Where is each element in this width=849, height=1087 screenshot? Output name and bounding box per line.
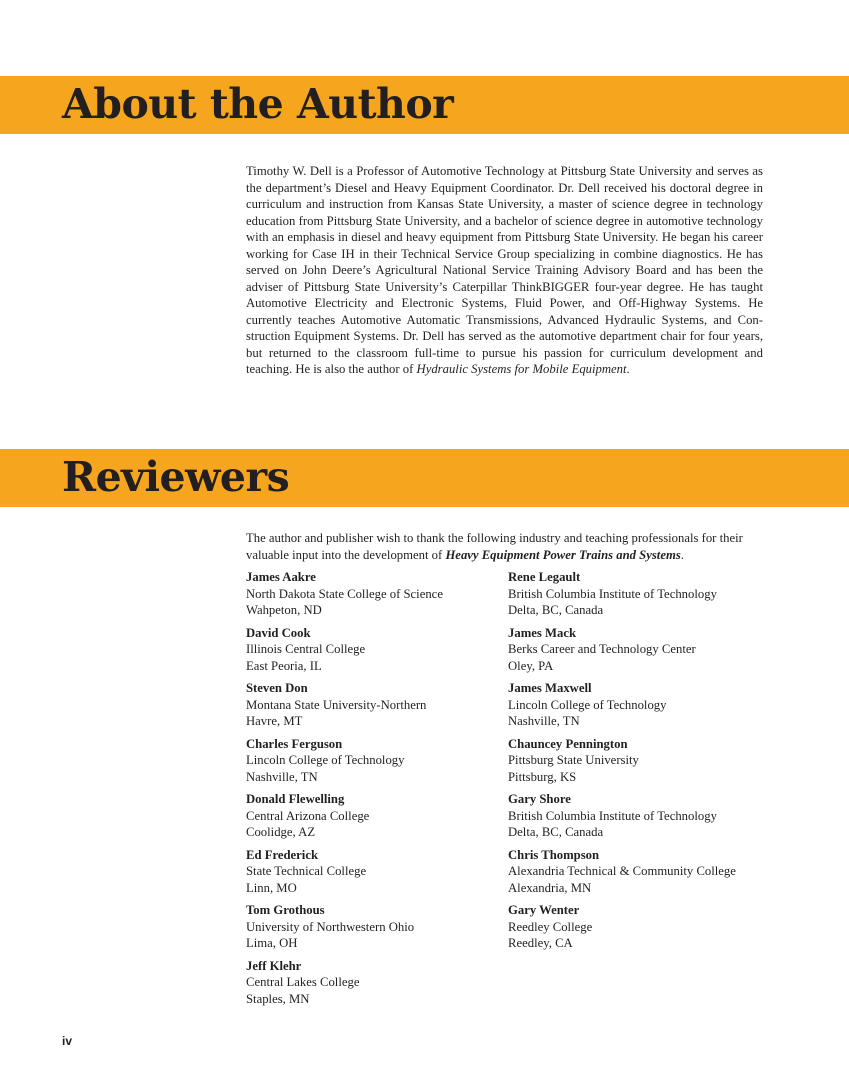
reviewer-institution: Alexandria Technical & Community College — [508, 864, 736, 879]
reviewer-entry — [508, 680, 770, 736]
reviewer-name: Ed Frederick — [246, 847, 319, 862]
reviewer-location: Reedley, CA — [508, 936, 573, 951]
reviewers-right-column — [508, 569, 770, 958]
reviewer-entry — [508, 736, 770, 792]
reviewer-institution: British Columbia Institute of Technology — [508, 808, 717, 823]
author-bio-end: . — [626, 362, 630, 376]
reviewer-name: Steven Don — [246, 681, 308, 695]
reviewers-left-column — [246, 569, 508, 1013]
reviewer-institution: Central Lakes College — [246, 975, 360, 990]
reviewers-intro — [246, 530, 766, 563]
reviewer-location: Delta, BC, Canada — [508, 825, 604, 840]
reviewers-book-title: Heavy Equipment Power Trains and Systems — [445, 547, 681, 562]
reviewer-institution: State Technical College — [246, 864, 367, 879]
reviewer-entry — [246, 791, 508, 847]
reviewer-location: Coolidge, AZ — [246, 825, 316, 840]
reviewer-location: Lima, OH — [246, 936, 298, 951]
reviewer-name: Jeff Klehr — [246, 958, 302, 973]
reviewers-intro-text: The author and publisher wish to thank the following industry and teaching professionals for their valuable input into the development of — [246, 531, 743, 562]
reviewer-location: East Peoria, IL — [246, 658, 322, 673]
reviewer-location: Wahpeton, ND — [246, 603, 322, 618]
reviewer-location: Nashville, TN — [246, 769, 318, 784]
author-bio — [246, 163, 763, 378]
about-author-header-band — [0, 76, 849, 134]
reviewer-entry — [508, 625, 770, 681]
reviewer-entry — [508, 847, 770, 903]
reviewer-location: Alexandria, MN — [508, 880, 592, 895]
reviewer-name: Gary Wenter — [508, 903, 580, 917]
reviewer-institution: Berks Career and Technology Center — [508, 642, 696, 657]
reviewer-entry — [246, 736, 508, 792]
reviewer-entry — [246, 847, 508, 903]
reviewer-name: James Maxwell — [508, 681, 592, 695]
reviewer-name: David Cook — [246, 625, 311, 640]
reviewer-institution: Montana State University-Northern — [246, 697, 427, 712]
reviewer-institution: British Columbia Institute of Technology — [508, 586, 717, 601]
page-number: iv — [62, 1034, 73, 1048]
reviewer-entry — [246, 680, 508, 736]
reviewer-entry — [246, 569, 508, 625]
reviewer-entry — [508, 902, 770, 958]
reviewer-location: Havre, MT — [246, 714, 303, 729]
reviewer-location: Staples, MN — [246, 991, 310, 1006]
reviewer-location: Oley, PA — [508, 658, 554, 673]
reviewer-location: Nashville, TN — [508, 714, 580, 729]
reviewer-institution: Illinois Central College — [246, 642, 366, 657]
reviewer-name: James Mack — [508, 625, 577, 640]
reviewer-name: Rene Legault — [508, 570, 581, 584]
reviewer-name: James Aakre — [246, 570, 316, 584]
reviewers-intro-end: . — [680, 547, 684, 562]
reviewer-name: Tom Grothous — [246, 903, 325, 917]
reviewer-entry — [246, 958, 508, 1014]
reviewer-name: Charles Ferguson — [246, 736, 343, 751]
reviewer-name: Donald Flewelling — [246, 792, 345, 806]
reviewer-name: Chris Thompson — [508, 847, 600, 862]
reviewer-location: Pittsburg, KS — [508, 769, 577, 784]
about-author-heading: About the Author — [62, 80, 454, 128]
reviewer-name: Gary Shore — [508, 792, 571, 806]
reviewer-institution: University of Northwestern Ohio — [246, 919, 415, 934]
reviewer-institution: Reedley College — [508, 919, 593, 934]
reviewer-institution: Lincoln College of Technology — [246, 753, 405, 768]
reviewer-institution: North Dakota State College of Science — [246, 586, 443, 601]
author-book-title: Hydraulic Systems for Mobile Equipment — [416, 362, 627, 376]
reviewer-location: Linn, MO — [246, 880, 297, 895]
reviewers-header-band — [0, 449, 849, 507]
reviewer-name: Chauncey Pennington — [508, 736, 628, 751]
reviewer-entry — [246, 902, 508, 958]
reviewer-location: Delta, BC, Canada — [508, 603, 604, 618]
reviewer-entry — [508, 569, 770, 625]
author-bio-text: Timothy W. Dell is a Professor of Automotive Technology at Pittsburg State University and serves as the department’s Diesel and Heavy Equipment Coordinator. Dr. Dell received his doctoral degree in curriculum and instruction from Kansas State University, a master of science degree in technology education from Pittsburg State University, and a bachelor of science degree in automotive technology with an emphasis in diesel and heavy equipment from Pittsburg State University. He began his career working for Case IH in their Technical Service Group specializing in combine diagnostics. He has served on John Deere’s Agricultural National Service Training Advisory Board and has been the adviser of Pittsburg State University’s Caterpillar ThinkBIGGER four-year degree. He has taught Automotive Electricity and Electronic Systems, Fluid Power, and Off-Highway Systems. He currently teaches Automotive Automatic Transmissions, Advanced Hydraulic Systems, and Construction Equipment Systems. Dr. Dell has served as the automotive department chair for four years, but returned to the classroom full-time to pursue his passion for curriculum development and teaching. He is also the author of — [246, 164, 763, 376]
reviewer-institution: Pittsburg State University — [508, 753, 639, 768]
reviewer-institution: Central Arizona College — [246, 808, 370, 823]
reviewer-entry — [246, 625, 508, 681]
reviewer-institution: Lincoln College of Technology — [508, 697, 667, 712]
reviewers-heading: Reviewers — [62, 453, 290, 501]
reviewer-entry — [508, 791, 770, 847]
